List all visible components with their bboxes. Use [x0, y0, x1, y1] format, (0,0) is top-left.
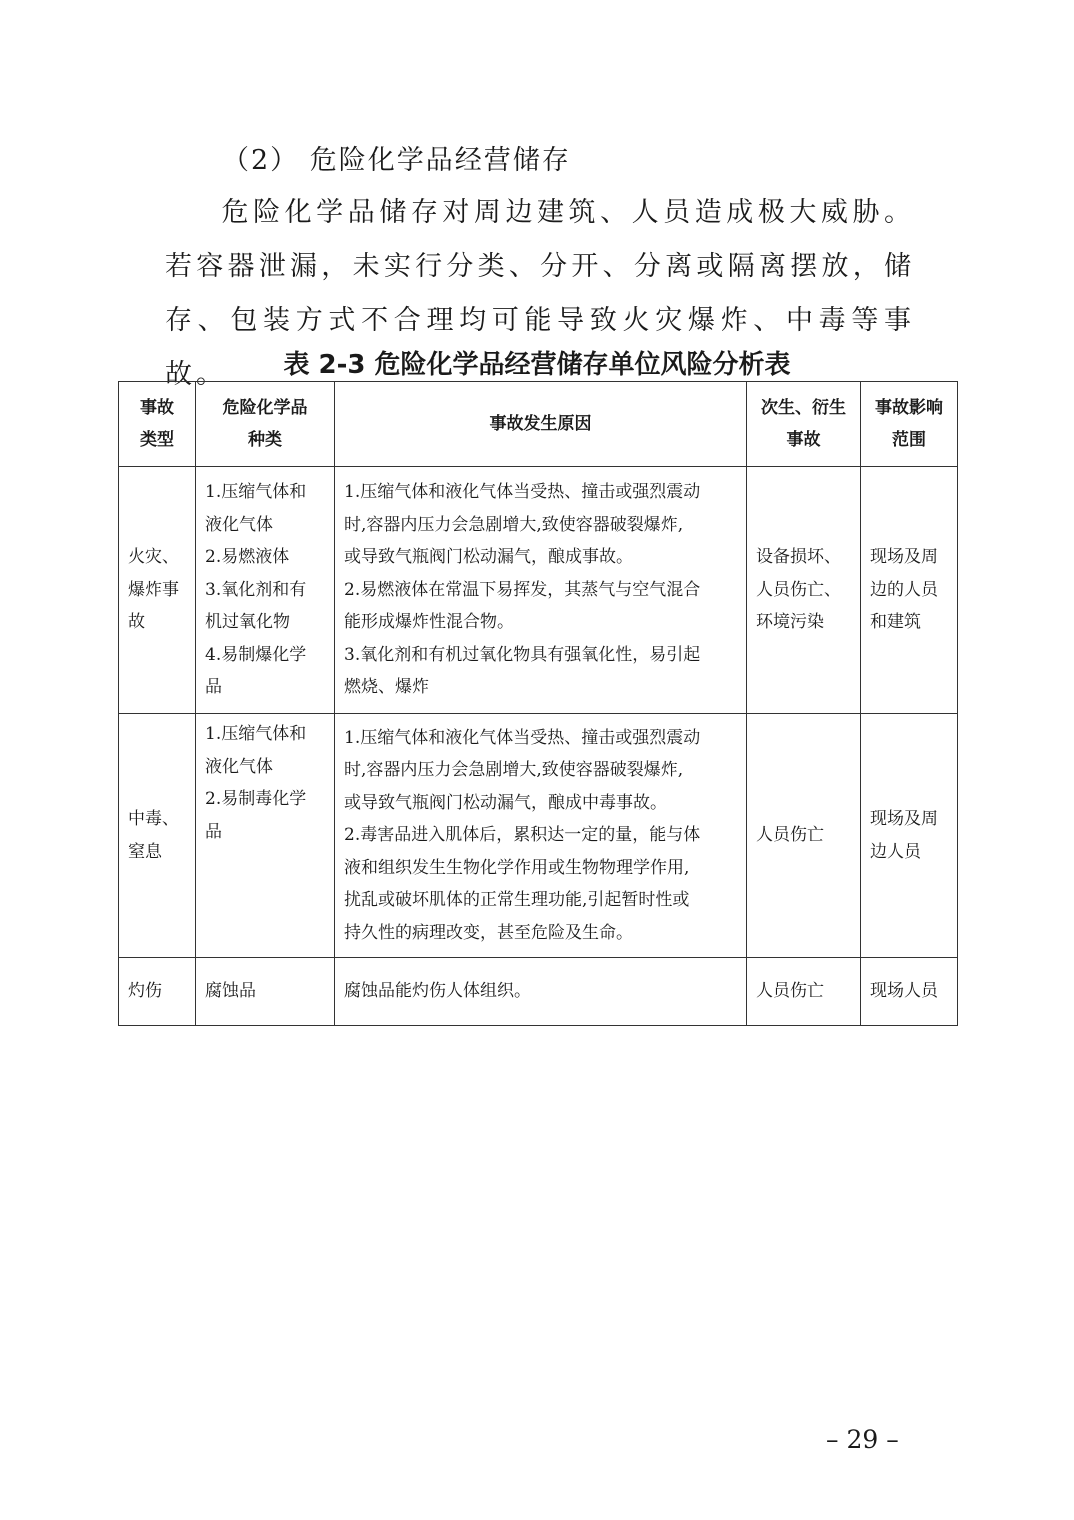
cell-line: 边的人员	[870, 579, 938, 600]
cell-line: 设备损坏、	[756, 547, 841, 568]
cell-line: 机过氧化物	[205, 612, 290, 633]
header-chemical-category	[196, 382, 335, 467]
cell-line: 4.易制爆化学	[205, 644, 307, 665]
cell-line: 品	[205, 677, 222, 698]
cell-line: 现场人员	[870, 981, 938, 1002]
cell-accident-type	[119, 467, 196, 714]
cell-secondary	[747, 958, 861, 1026]
header-secondary-accident	[747, 382, 861, 467]
cell-line: 人员伤亡	[756, 825, 824, 846]
cell-line: 现场及周	[870, 547, 938, 568]
cell-cause	[335, 467, 747, 714]
cell-line: 次生、衍生	[761, 398, 846, 418]
cell-scope	[861, 714, 958, 958]
cell-line: 扰乱或破坏肌体的正常生理功能,引起暂时性或	[344, 890, 690, 911]
cell-chemicals	[196, 958, 335, 1026]
header-accident-type	[119, 382, 196, 467]
cell-line: 持久性的病理改变，甚至危险及生命。	[344, 922, 633, 943]
cell-line: 类型	[140, 430, 174, 450]
cell-line: 故	[128, 612, 145, 633]
cell-line: 时,容器内压力会急剧增大,致使容器破裂爆炸,	[344, 760, 684, 781]
cell-accident-type	[119, 714, 196, 958]
cell-line: 腐蚀品能灼伤人体组织。	[344, 981, 531, 1002]
cell-chemicals	[196, 714, 335, 958]
cell-line: 事故	[140, 398, 174, 418]
cell-scope	[861, 958, 958, 1026]
cell-line: 事故	[786, 430, 821, 450]
cell-line: 或导致气瓶阀门松动漏气，酿成中毒事故。	[344, 792, 667, 813]
section-heading: （2） 危险化学品经营储存	[222, 145, 571, 176]
cell-line: 范围	[892, 430, 926, 450]
risk-analysis-table	[118, 381, 958, 1026]
cell-line: 1.压缩气体和液化气体当受热、撞击或强烈震动	[344, 727, 701, 748]
cell-cause	[335, 958, 747, 1026]
cell-line: 2.易燃液体	[205, 547, 290, 568]
cell-line: 或导致气瓶阀门松动漏气，酿成事故。	[344, 547, 633, 568]
cell-line: 中毒、	[128, 809, 179, 829]
cell-line: 2.毒害品进入肌体后，累积达一定的量，能与体	[344, 825, 701, 846]
cell-line: 腐蚀品	[205, 981, 256, 1002]
cell-line: 爆炸事	[128, 579, 179, 600]
cell-line: 3.氧化剂和有	[205, 579, 307, 600]
table-row	[119, 467, 958, 714]
cell-line: 环境污染	[756, 612, 824, 633]
cell-line: 边人员	[870, 841, 921, 862]
cell-accident-type	[119, 958, 196, 1026]
cell-line: 液和组织发生生物化学作用或生物物理学作用,	[344, 857, 690, 878]
page-number: – 29 –	[826, 1425, 899, 1454]
cell-line: 事故影响	[875, 398, 943, 418]
cell-line: 1.压缩气体和液化气体当受热、撞击或强烈震动	[344, 482, 701, 503]
cell-line: 时,容器内压力会急剧增大,致使容器破裂爆炸,	[344, 514, 684, 535]
cell-line: 和建筑	[870, 612, 921, 633]
cell-line: 1.压缩气体和	[205, 482, 307, 503]
table-row	[119, 958, 958, 1026]
cell-line: 能形成爆炸性混合物。	[344, 612, 514, 633]
cell-secondary	[747, 714, 861, 958]
cell-cause	[335, 714, 747, 958]
cell-chemicals	[196, 467, 335, 714]
cell-line: 危险化学品	[222, 398, 308, 418]
cell-line: 现场及周	[870, 809, 938, 829]
cell-line: 灼伤	[128, 981, 162, 1002]
cell-line: 液化气体	[205, 756, 273, 777]
table-header-row	[119, 382, 958, 467]
cell-line: 窒息	[128, 841, 162, 862]
cell-line: 2.易燃液体在常温下易挥发，其蒸气与空气混合	[344, 579, 701, 600]
paragraph-text: 危险化学品储存对周边建筑、人员造成极大威胁。若容器泄漏，未实行分类、分开、分离或隔离摆放，储存、包装方式不合理均可能导致火灾爆炸、中毒等事故。	[165, 197, 915, 390]
cell-line: 2.易制毒化学	[205, 789, 307, 809]
cell-line: 事故发生原因	[489, 414, 592, 434]
header-impact-scope	[861, 382, 958, 467]
cell-scope	[861, 467, 958, 714]
table-caption: 表 2-3 危险化学品经营储存单位风险分析表	[283, 350, 791, 380]
cell-line: 人员伤亡、	[756, 579, 841, 600]
cell-line: 品	[205, 821, 222, 842]
cell-line: 液化气体	[205, 514, 273, 535]
table-row	[119, 714, 958, 958]
header-cause	[335, 382, 747, 467]
cell-line: 1.压缩气体和	[205, 724, 307, 744]
cell-line: 火灾、	[128, 547, 179, 568]
cell-line: 燃烧、爆炸	[344, 677, 429, 698]
cell-line: 人员伤亡	[756, 981, 824, 1002]
cell-secondary	[747, 467, 861, 714]
cell-line: 3.氧化剂和有机过氧化物具有强氧化性，易引起	[344, 644, 701, 665]
cell-line: 种类	[248, 430, 282, 450]
